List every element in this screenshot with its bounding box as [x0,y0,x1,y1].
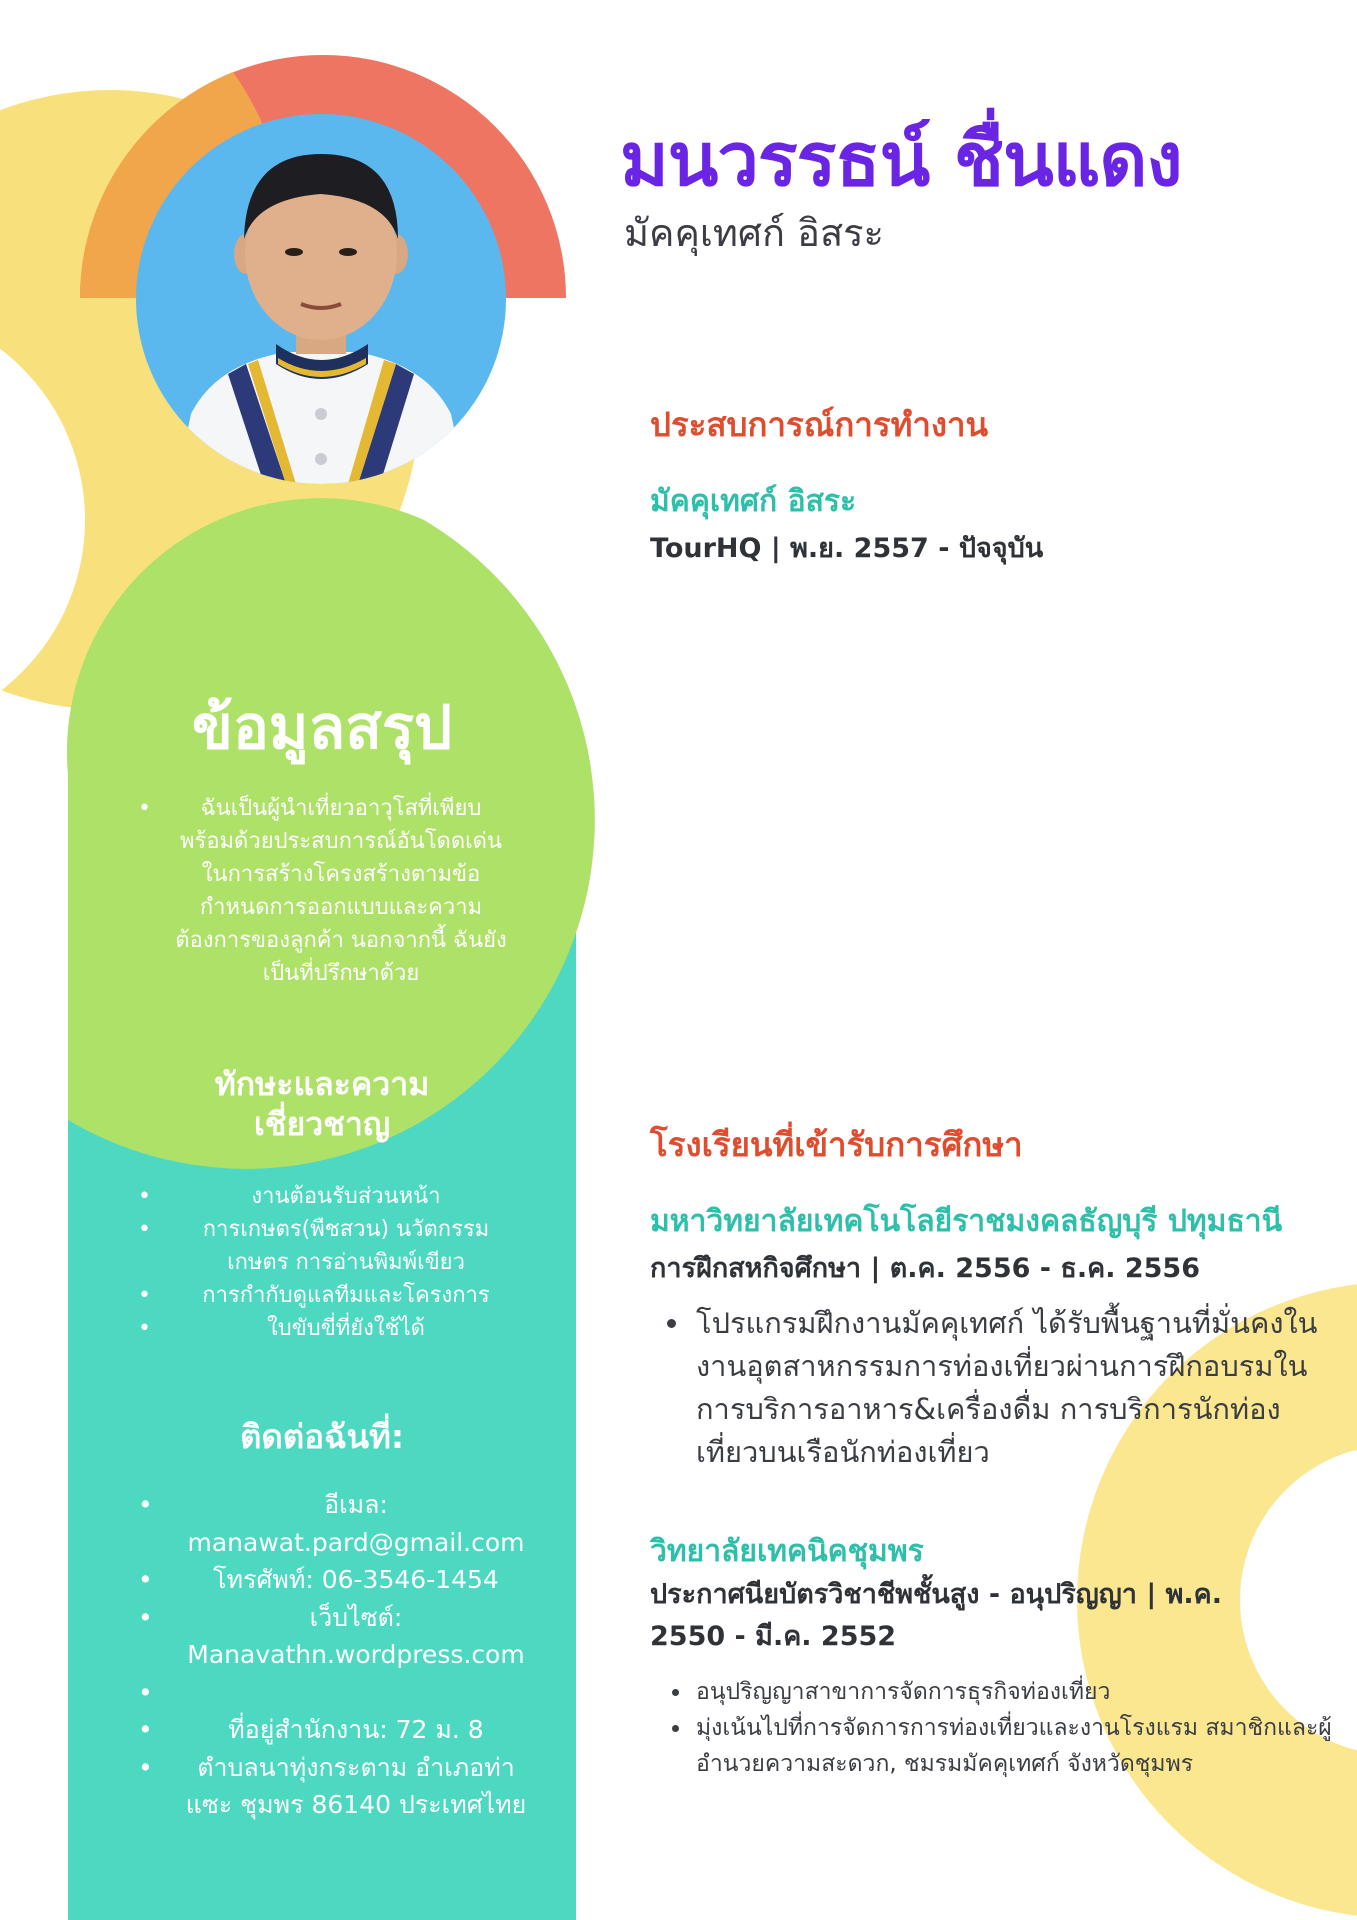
contact-website[interactable]: • เว็บไซต์: Manavathn.wordpress.com [138,1599,538,1674]
education-detail-2: ประกาศนียบัตรวิชาชีพชั้นสูง - อนุปริญญา | พ.ค. 2550 - มี.ค. 2552 [650,1579,1222,1652]
skills-heading: ทักษะและความเชี่ยวชาญ [214,1065,430,1143]
contact-phone[interactable]: • โทรศัพท์: 06-3546-1454 [138,1561,538,1599]
list-item: • ฉันเป็นผู้นำเที่ยวอาวุโสที่เพียบพร้อมด้วยประสบการณ์อันโดดเด่นในการสร้างโครงสร้างตามข้อกำหนดการออกแบบและความต้องการของลูกค้า นอกจากนี้ ฉันยังเป็นที่ปรึกษาด้วย [138,792,508,990]
education-school-1: มหาวิทยาลัยเทคโนโลยีราชมงคลธัญบุรี ปทุมธานี [650,1204,1283,1239]
contact-email[interactable]: • อีเมล: manawat.pard@gmail.com [138,1486,538,1561]
education-detail-1: การฝึกสหกิจศึกษา | ต.ค. 2556 - ธ.ค. 2556 [650,1253,1200,1284]
list-item: • โปรแกรมฝึกงานมัคคุเทศก์ ได้รับพื้นฐานที่มั่นคงในงานอุตสาหกรรมการท่องเที่ยวผ่านการฝึกอบรมในการบริการอาหาร&เครื่องดื่ม การบริการนักท่องเที่ยวบนเรือนักท่องเที่ยว [692,1302,1332,1474]
list-item: • อนุปริญญาสาขาการจัดการธุรกิจท่องเที่ยว [692,1674,1352,1710]
contact-bullets [138,1486,538,1824]
contact-address-line-2: • ตำบลนาทุ่งกระตาม อำเภอท่าแซะ ชุมพร 86140 ประเทศไทย [138,1749,538,1824]
profile-photo [136,114,506,484]
list-item: • ใบขับขี่ที่ยังใช้ได้ [138,1312,518,1345]
candidate-name: มนวรรธน์ ชื่นแดง [620,117,1182,203]
list-item: • การเกษตร(พืชสวน) นวัตกรรมเกษตร การอ่านพิมพ์เขียว [138,1213,518,1279]
summary-heading: ข้อมูลสรุป [191,693,453,763]
list-item: • การกำกับดูแลทีมและโครงการ [138,1279,518,1312]
experience-item-detail: TourHQ | พ.ย. 2557 - ปัจจุบัน [650,533,1044,564]
contact-address-line-1: • ที่อยู่สำนักงาน: 72 ม. 8 [138,1711,538,1749]
education-school-2: วิทยาลัยเทคนิคชุมพร [650,1534,924,1569]
candidate-job-title: มัคคุเทศก์ อิสระ [624,211,884,255]
education-bullets-2 [650,1674,1352,1782]
skills-bullets [138,1180,518,1345]
contact-heading: ติดต่อฉันที่: [239,1417,405,1456]
list-item: • งานต้อนรับส่วนหน้า [138,1180,518,1213]
experience-item-title: มัคคุเทศก์ อิสระ [650,484,857,519]
experience-heading: ประสบการณ์การทำงาน [650,405,989,444]
education-heading: โรงเรียนที่เข้ารับการศึกษา [650,1125,1023,1164]
list-item: • มุ่งเน้นไปที่การจัดการการท่องเที่ยวและงานโรงแรม สมาชิกและผู้อำนวยความสะดวก, ชมรมมัคคุเทศก์ จังหวัดชุมพร [692,1710,1352,1782]
education-bullets-1 [650,1302,1332,1474]
contact-empty [138,1674,538,1712]
summary-bullets [138,792,508,990]
